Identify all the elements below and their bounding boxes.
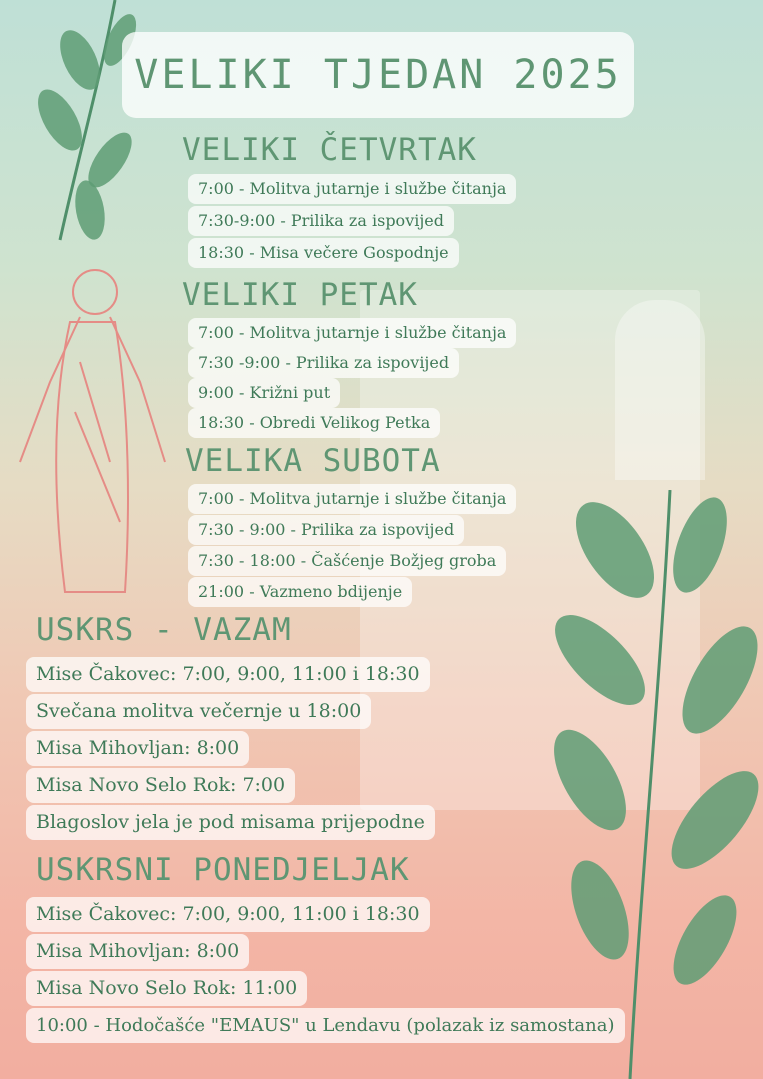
schedule-item: 7:30 - 18:00 - Čašćenje Božjeg groba [188,546,506,576]
section-heading: USKRS - VAZAM [36,612,292,648]
schedule-item: 7:00 - Molitva jutarnje i službe čitanja [188,484,516,514]
schedule-item: 7:30 - 9:00 - Prilika za ispovijed [188,515,464,545]
leaf-branch-icon [20,0,140,250]
schedule-item: Misa Novo Selo Rok: 7:00 [26,768,295,803]
schedule-item: Misa Mihovljan: 8:00 [26,731,249,766]
schedule-item: Svečana molitva večernje u 18:00 [26,694,371,729]
schedule-item: 18:30 - Obredi Velikog Petka [188,408,440,438]
schedule-item: Misa Novo Selo Rok: 11:00 [26,971,307,1006]
schedule-item: 7:00 - Molitva jutarnje i službe čitanja [188,318,516,348]
schedule-item: 18:30 - Misa večere Gospodnje [188,238,459,268]
leaf-branch-icon [540,490,763,1079]
schedule-item: 9:00 - Križni put [188,378,340,408]
section-heading: VELIKI ČETVRTAK [182,132,477,168]
church-tower-icon [615,300,705,480]
schedule-item: 7:30-9:00 - Prilika za ispovijed [188,206,454,236]
schedule-item: Misa Mihovljan: 8:00 [26,934,249,969]
schedule-item: Mise Čakovec: 7:00, 9:00, 11:00 i 18:30 [26,897,430,932]
jesus-figure-icon [10,262,170,602]
schedule-item: 7:30 -9:00 - Prilika za ispovijed [188,348,459,378]
section-heading: VELIKI PETAK [182,277,418,313]
schedule-item: 7:00 - Molitva jutarnje i službe čitanja [188,174,516,204]
section-heading: USKRSNI PONEDJELJAK [36,852,410,888]
page-title: VELIKI TJEDAN 2025 [134,52,622,98]
schedule-item: Blagoslov jela je pod misama prijepodne [26,805,435,840]
schedule-item: 21:00 - Vazmeno bdijenje [188,577,412,607]
schedule-item: Mise Čakovec: 7:00, 9:00, 11:00 i 18:30 [26,657,430,692]
title-banner [122,32,634,118]
schedule-item: 10:00 - Hodočašće "EMAUS" u Lendavu (polazak iz samostana) [26,1008,625,1043]
section-heading: VELIKA SUBOTA [185,443,441,479]
